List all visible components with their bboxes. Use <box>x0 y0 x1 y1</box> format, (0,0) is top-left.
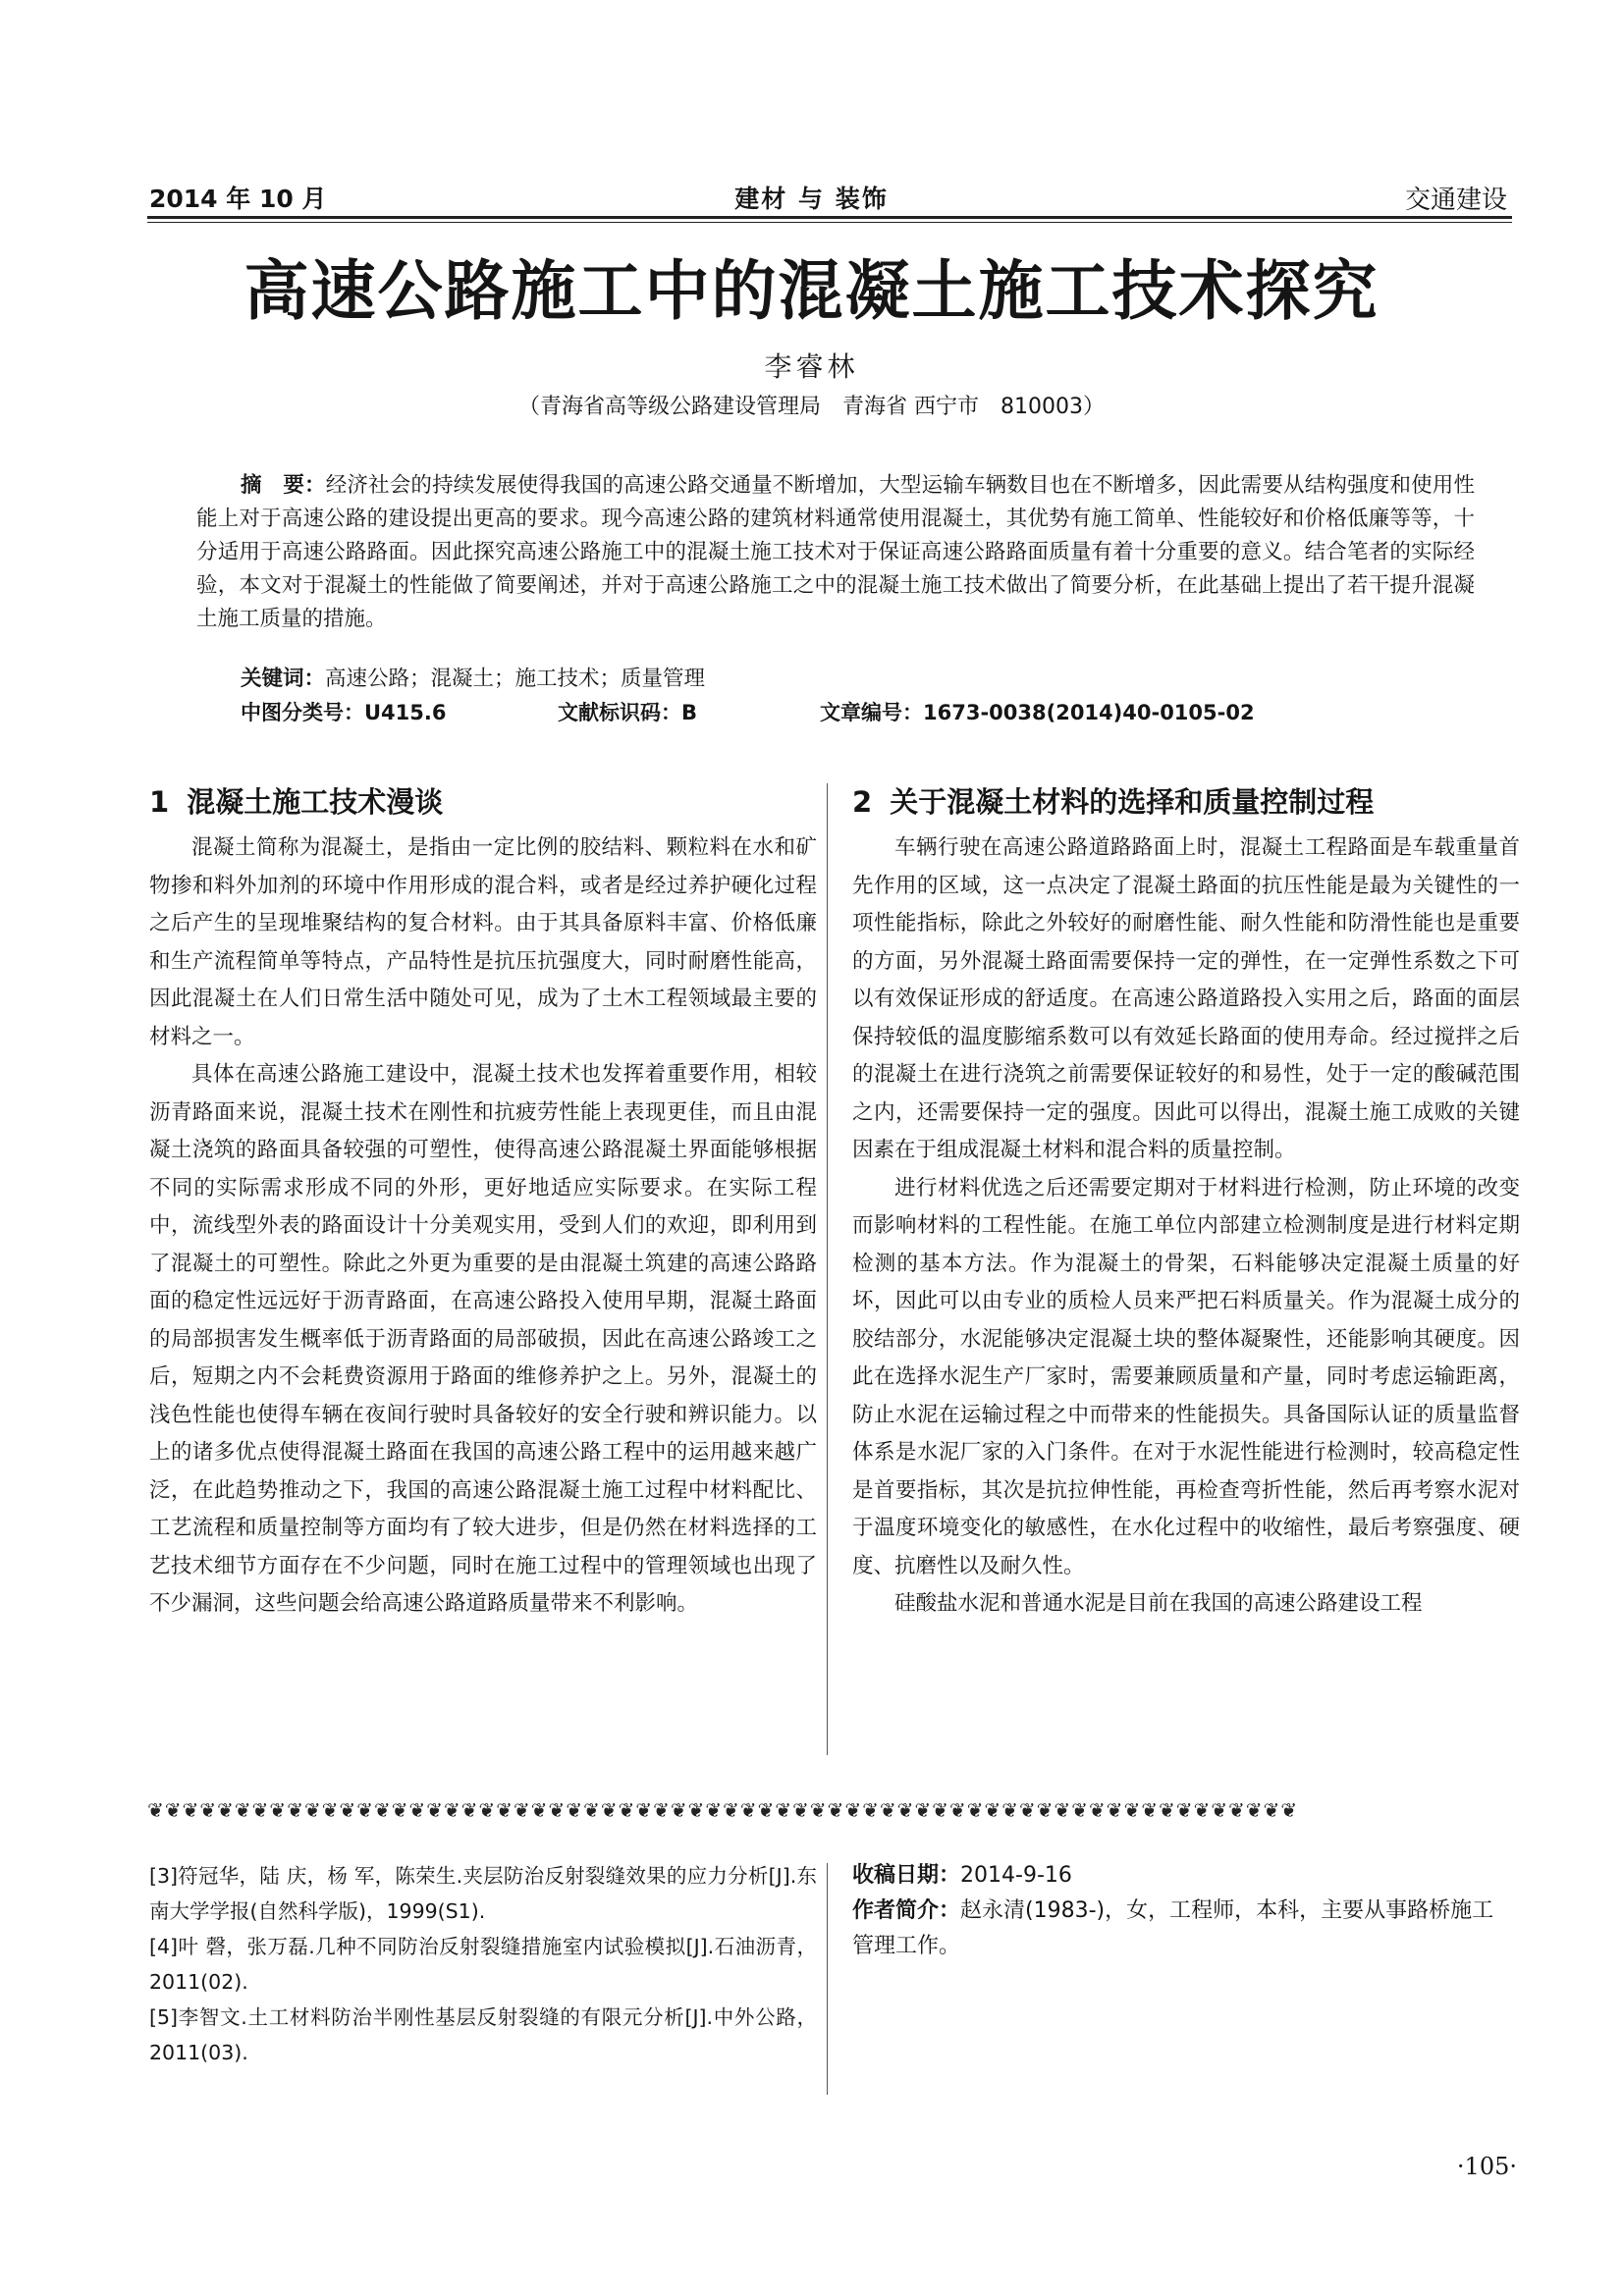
clc-value: U415.6 <box>364 701 447 724</box>
author-bio <box>852 1894 1512 1964</box>
article-footnote <box>852 1858 1512 1964</box>
article-number <box>820 697 1255 726</box>
bio-text: 赵永清(1983-)，女，工程师，本科，主要从事路桥施工管理工作。 <box>852 1898 1494 1958</box>
issue-date: 2014 年 10 月 <box>149 185 327 213</box>
journal-name: 建材 与 装饰 <box>734 185 889 213</box>
article-no-label: 文章编号： <box>820 701 923 724</box>
keywords-text: 高速公路；混凝土；施工技术；质量管理 <box>325 667 706 691</box>
keywords <box>241 662 705 692</box>
section-1-heading <box>149 780 817 824</box>
section-2-paragraph: 车辆行驶在高速公路道路路面上时，混凝土工程路面是车载重量首先作用的区域，这一点决定了混凝土路面的抗压性能是最为关键性的一项性能指标，除此之外较好的耐磨性能、耐久性能和防滑性能也是重要的方面，另外混凝土路面需要保持一定的弹性，在一定弹性系数之下可以有效保证形成的舒适度。在高速公路道路投入实用之后，路面的面层保持较低的温度膨缩系数可以有效延长路面的使用寿命。经过搅拌之后的混凝土在进行浇筑之前需要保证较好的和易性，处于一定的酸碱范围之内，还需要保持一定的强度。因此可以得出，混凝土施工成败的关键因素在于组成混凝土材料和混合料的质量控制。 <box>852 835 1520 1162</box>
right-column <box>852 780 1520 1624</box>
doc-code-label: 文献标识码： <box>558 701 681 724</box>
abstract <box>196 469 1475 636</box>
abstract-text: 经济社会的持续发展使得我国的高速公路交通量不断增加，大型运输车辆数目也在不断增多，因此需要从结构强度和使用性能上对于高速公路的建设提出更高的要求。现今高速公路的建筑材料通常使用混凝土，其优势有施工简单、性能较好和价格低廉等等，十分适用于高速公路路面。因此探究高速公路施工中的混凝土施工技术对于保证高速公路路面质量有着十分重要的意义。结合笔者的实际经验，本文对于混凝土的性能做了简要阐述，并对于高速公路施工之中的混凝土施工技术做出了简要分析，在此基础上提出了若干提升混凝土施工质量的措施。 <box>196 473 1475 631</box>
received-date <box>852 1858 1512 1894</box>
section-2-number: 2 <box>852 785 873 819</box>
bio-label: 作者简介： <box>852 1898 961 1923</box>
clc-number <box>241 697 446 726</box>
reference-item: [3]符冠华，陆 庆，杨 军，陈荣生.夹层防治反射裂缝效果的应力分析[J].东南大学学报(自然科学版)，1999(S1). <box>149 1864 817 1923</box>
document-code <box>558 697 697 726</box>
section-1-paragraph: 混凝土简称为混凝土，是指由一定比例的胶结料、颗粒料在水和矿物掺和料外加剂的环境中作用形成的混合料，或者是经过养护硬化过程之后产生的呈现堆聚结构的复合材料。由于其具备原料丰富、价格低廉和生产流程简单等特点，产品特性是抗压抗强度大，同时耐磨性能高，因此混凝土在人们日常生活中随处可见，成为了土木工程领域最主要的材料之一。 <box>149 835 817 1049</box>
section-2-paragraph: 硅酸盐水泥和普通水泥是目前在我国的高速公路建设工程 <box>894 1591 1423 1616</box>
column-divider <box>827 783 828 1755</box>
references <box>149 1858 817 2070</box>
received-label: 收稿日期： <box>852 1863 961 1888</box>
header-rule <box>147 216 1512 219</box>
section-1-number: 1 <box>149 785 170 819</box>
reference-item: [4]叶 磬，张万磊.几种不同防治反射裂缝措施室内试验模拟[J].石油沥青，2011(02). <box>149 1935 817 1994</box>
author-affiliation: （青海省高等级公路建设管理局 青海省 西宁市 810003） <box>518 395 1105 419</box>
doc-code-value: B <box>681 701 698 724</box>
clc-label: 中图分类号： <box>241 701 364 724</box>
section-1-title: 混凝土施工技术漫谈 <box>187 785 444 819</box>
ornamental-divider: ❦❦❦❦❦❦❦❦❦❦❦❦❦❦❦❦❦❦❦❦❦❦❦❦❦❦❦❦❦❦❦❦❦❦❦❦❦❦❦❦❦❦❦❦❦❦❦❦❦❦❦❦❦❦❦❦❦❦❦❦❦❦❦❦❦❦ <box>147 1798 1299 1822</box>
reference-item: [5]李智文.土工材料防治半刚性基层反射裂缝的有限元分析[J].中外公路，2011(03). <box>149 2005 817 2064</box>
section-1-paragraph: 具体在高速公路施工建设中，混凝土技术也发挥着重要作用，相较沥青路面来说，混凝土技术在刚性和抗疲劳性能上表现更佳，而且由混凝土浇筑的路面具备较强的可塑性，使得高速公路混凝土界面能够根据不同的实际需求形成不同的外形，更好地适应实际要求。在实际工程中，流线型外表的路面设计十分美观实用，受到人们的欢迎，即利用到了混凝土的可塑性。除此之外更为重要的是由混凝土筑建的高速公路路面的稳定性远远好于沥青路面，在高速公路投入使用早期，混凝土路面的局部损害发生概率低于沥青路面的局部破损，因此在高速公路竣工之后，短期之内不会耗费资源用于路面的维修养护之上。另外，混凝土的浅色性能也使得车辆在夜间行驶时具备较好的安全行驶和辨识能力。以上的诸多优点使得混凝土路面在我国的高速公路工程中的运用越来越广泛，在此趋势推动之下，我国的高速公路混凝土施工过程中材料配比、工艺流程和质量控制等方面均有了较大进步，但是仍然在材料选择的工艺技术细节方面存在不少问题，同时在施工过程中的管理领域也出现了不少漏洞，这些问题会给高速公路道路质量带来不利影响。 <box>149 1062 817 1616</box>
page-number: ·105· <box>1456 2153 1517 2180</box>
received-value: 2014-9-16 <box>960 1863 1072 1888</box>
article-title: 高速公路施工中的混凝土施工技术探究 <box>243 252 1380 329</box>
left-column <box>149 780 817 1624</box>
section-2-title: 关于混凝土材料的选择和质量控制过程 <box>890 785 1375 819</box>
keywords-label: 关键词： <box>241 667 326 691</box>
author-name: 李睿林 <box>764 350 859 383</box>
header-rule-thin <box>147 222 1512 223</box>
abstract-label: 摘 要： <box>241 473 326 498</box>
footnote-divider <box>827 1863 828 2095</box>
journal-column: 交通建设 <box>1404 186 1507 215</box>
section-2-heading <box>852 780 1520 824</box>
article-no-value: 1673-0038(2014)40-0105-02 <box>923 701 1255 724</box>
section-2-paragraph: 进行材料优选之后还需要定期对于材料进行检测，防止环境的改变而影响材料的工程性能。在施工单位内部建立检测制度是进行材料定期检测的基本方法。作为混凝土的骨架，石料能够决定混凝土质量的好坏，因此可以由专业的质检人员来严把石料质量关。作为混凝土成分的胶结部分，水泥能够决定混凝土块的整体凝聚性，还能影响其硬度。因此在选择水泥生产厂家时，需要兼顾质量和产量，同时考虑运输距离，防止水泥在运输过程之中而带来的性能损失。具备国际认证的质量监督体系是水泥厂家的入门条件。在对于水泥性能进行检测时，较高稳定性是首要指标，其次是抗拉伸性能，再检查弯折性能，然后再考察水泥对于温度环境变化的敏感性，在水化过程中的收缩性，最后考察强度、硬度、抗磨性以及耐久性。 <box>852 1175 1520 1578</box>
